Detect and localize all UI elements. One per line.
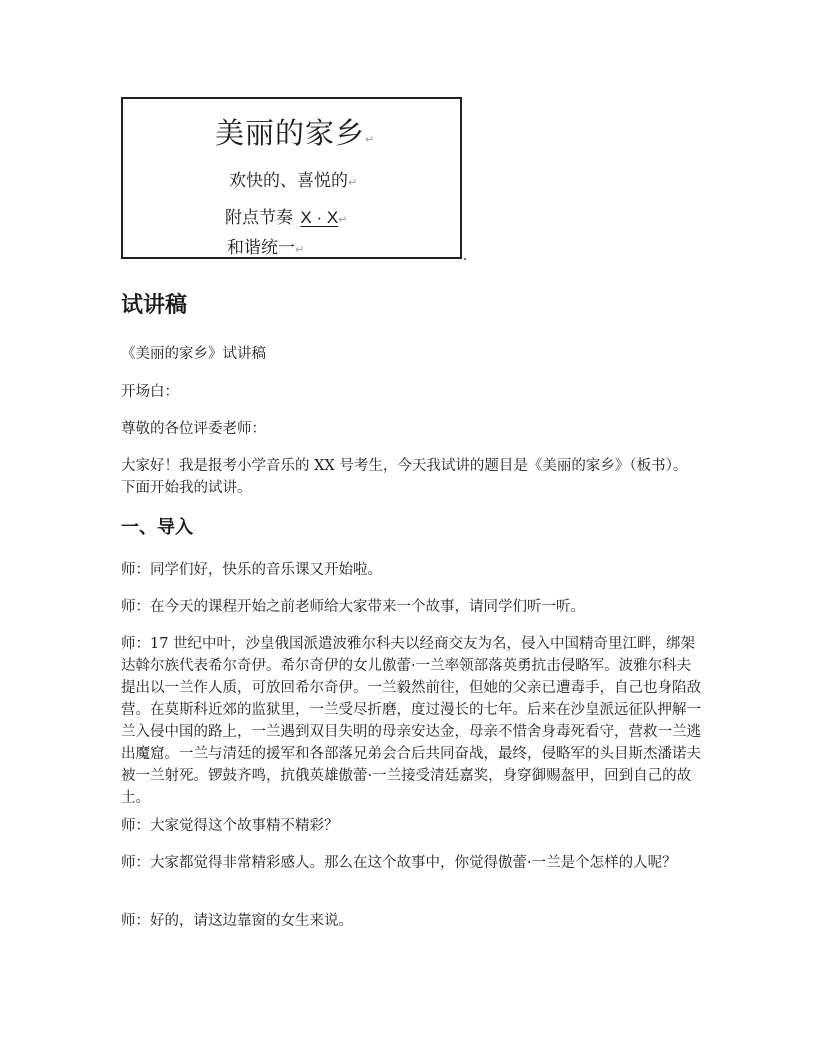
board-title-text: 美丽的家乡 [215,116,366,150]
teacher-line: 师：大家觉得这个故事精不精彩？ [121,818,339,834]
paragraph-mark-icon: ↵ [365,133,376,146]
board-line-mood-text: 欢快的、喜悦的 [229,171,348,191]
paragraph-mark-icon: ↵ [295,243,305,256]
board-line-harmony [227,233,304,258]
box-corner-mark [464,258,466,260]
salutation: 尊敬的各位评委老师： [121,421,266,437]
story-paragraph: 师：17 世纪中叶，沙皇俄国派遣波雅尔科夫以经商交友为名，侵入中国精奇里江畔，绑架达斡尔族代表希尔奇伊。希尔奇伊的女儿傲蕾·一兰率领部落英勇抗击侵略军。波雅尔科夫提出以一兰作人质，可放回希尔奇伊。一兰毅然前往，但她的父亲已遭毒手，自己也身陷敌营。在莫斯科近郊的监狱里，一兰受尽折磨，度过漫长的七年。后来在沙皇派远征队押解一兰入侵中国的路上，一兰遇到双目失明的母亲安达金，母亲不惜舍身毒死看守，营救一兰逃出魔窟。一兰与清廷的援军和各部落兄弟会合后共同奋战，最终，侵略军的头目斯杰潘诺夫被一兰射死。锣鼓齐鸣，抗俄英雄傲蕾·一兰接受清廷嘉奖，身穿御赐盔甲，回到自己的故土。 [121,636,701,806]
document-title: 试讲稿 [121,293,188,318]
document-subtitle: 《美丽的家乡》试讲稿 [121,346,266,362]
teacher-line: 师：在今天的课程开始之前老师给大家带来一个故事，请同学们听一听。 [121,599,585,615]
paragraph-mark-icon: ↵ [338,213,348,226]
board-line-rhythm [225,203,347,228]
intro-paragraph: 大家好！我是报考小学音乐的 XX 号考生，今天我试讲的题目是《美丽的家乡》（板书）。下面开始我的试讲。 [121,458,688,496]
section-heading-introduction: 一、导入 [121,517,193,538]
board-title [215,111,375,152]
blackboard-notes-box [121,97,462,259]
opening-label: 开场白： [121,384,179,400]
board-line-harmony-text: 和谐统一 [227,238,295,258]
paragraph-mark-icon: ↵ [348,176,358,189]
board-line-mood [229,166,357,191]
teacher-line: 师：同学们好，快乐的音乐课又开始啦。 [121,562,382,578]
teacher-line: 师：大家都觉得非常精彩感人。那么在这个故事中，你觉得傲蕾·一兰是个怎样的人呢？ [121,855,677,871]
teacher-line: 师：好的，请这边靠窗的女生来说。 [121,913,353,929]
dotted-rhythm-notation: X · X [300,208,339,227]
board-line-rhythm-label: 附点节奏 [225,208,293,228]
